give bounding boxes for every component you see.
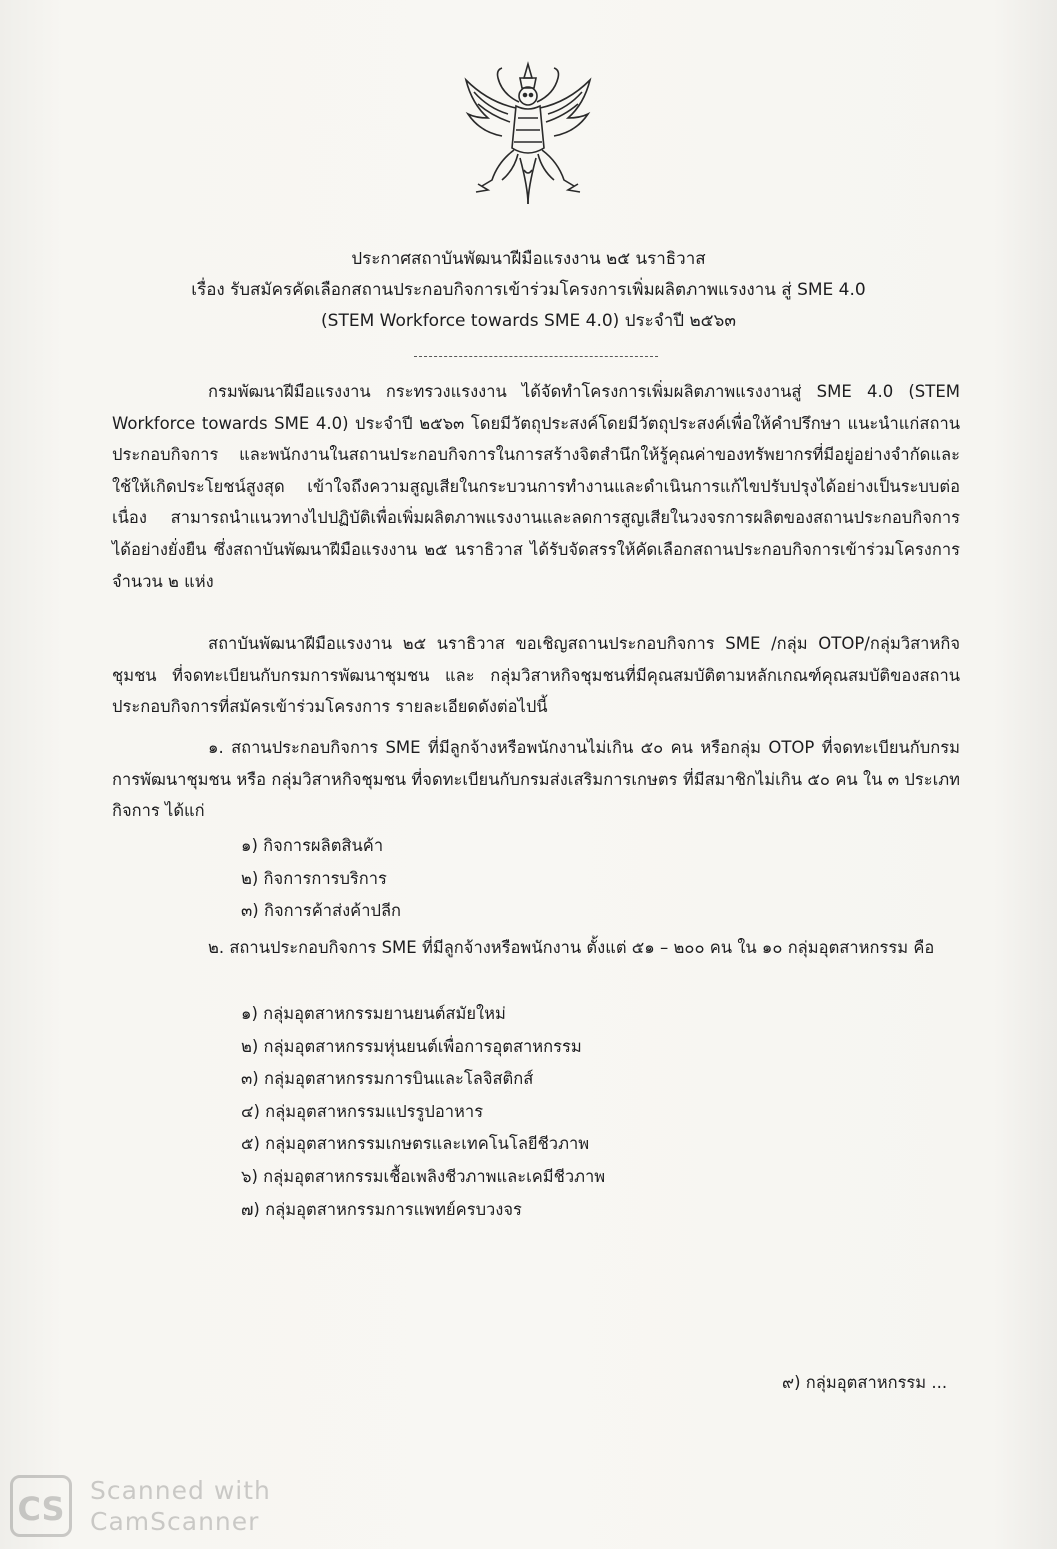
camscanner-watermark xyxy=(10,1475,310,1541)
list-item: ๒) กลุ่มอุตสาหกรรมหุ่นยนต์เพื่อการอุตสาหกรรม xyxy=(241,1036,582,1056)
criteria-item-2-text: ๒. สถานประกอบกิจการ SME ที่มีลูกจ้างหรือพนักงาน ตั้งแต่ ๕๑ – ๒๐๐ คน ใน ๑๐ กลุ่มอุตสาหกรรม คือ xyxy=(208,938,935,957)
garuda-emblem xyxy=(458,58,598,208)
heading-divider xyxy=(414,356,658,357)
industry-group-list xyxy=(241,998,605,1226)
announcement-heading xyxy=(0,244,1057,337)
heading-line-2: เรื่อง รับสมัครคัดเลือกสถานประกอบกิจการเข้าร่วมโครงการเพิ่มผลิตภาพแรงงาน สู่ SME 4.0 xyxy=(191,280,866,300)
continued-on-next-page: ๙) กลุ่มอุตสาหกรรม ... xyxy=(782,1373,948,1392)
invitation-text: สถาบันพัฒนาฝีมือแรงงาน ๒๕ นราธิวาส ขอเชิญสถานประกอบกิจการ SME /กลุ่ม OTOP/กลุ่มวิสาหกิจชุมชน ที่จดทะเบียนกับกรมการพัฒนาชุมชน และ กลุ่มวิสาหกิจชุมชนที่มีคุณสมบัติตามหลักเกณฑ์คุณสมบัติของสถานประกอบกิจการที่สมัครเข้าร่วมโครงการ รายละเอียดดังต่อไปนี้ xyxy=(112,634,960,717)
intro-paragraph xyxy=(112,376,960,597)
camscanner-logo-icon: CS xyxy=(10,1475,72,1537)
camscanner-text xyxy=(90,1475,271,1537)
list-item: ๖) กลุ่มอุตสาหกรรมเชื้อเพลิงชีวภาพและเคมีชีวภาพ xyxy=(241,1166,606,1186)
list-item: ๓) กลุ่มอุตสาหกรรมการบินและโลจิสติกส์ xyxy=(241,1069,534,1089)
criteria-item-1 xyxy=(112,732,960,827)
criteria-item-2 xyxy=(112,932,960,964)
heading-line-1: ประกาศสถาบันพัฒนาฝีมือแรงงาน ๒๕ นราธิวาส xyxy=(351,249,706,269)
invitation-paragraph xyxy=(112,628,960,723)
watermark-line-2: CamScanner xyxy=(90,1507,260,1536)
list-item: ๑) กลุ่มอุตสาหกรรมยานยนต์สมัยใหม่ xyxy=(241,1004,506,1023)
list-item: ๔) กลุ่มอุตสาหกรรมแปรรูปอาหาร xyxy=(241,1101,484,1121)
list-item: ๕) กลุ่มอุตสาหกรรมเกษตรและเทคโนโลยีชีวภาพ xyxy=(241,1134,590,1154)
business-type-list xyxy=(241,830,401,928)
heading-line-3: (STEM Workforce towards SME 4.0) ประจำปี ๒๕๖๓ xyxy=(321,311,736,331)
intro-text: กรมพัฒนาฝีมือแรงงาน กระทรวงแรงงาน ได้จัดทำโครงการเพิ่มผลิตภาพแรงงานสู่ SME 4.0 (STEM Workforce towards SME 4.0) ประจำปี ๒๕๖๓ โดยมีวัตถุประสงค์โดยมีวัตถุประสงค์เพื่อให้คำปรึกษา แนะนำแก่สถานประกอบกิจการ และพนักงานในสถานประกอบกิจการในการสร้างจิตสำนึกให้รู้คุณค่าของทรัพยากรที่มีอยู่อย่างจำกัดและใช้ให้เกิดประโยชน์สูงสุด เข้าใจถึงความสูญเสียในกระบวนการทำงานและดำเนินการแก้ไขปรับปรุงได้อย่างเป็นระบบต่อเนื่อง สามารถนำแนวทางไปปฏิบัติเพื่อเพิ่มผลิตภาพแรงงานและลดการสูญเสียในวงจรการผลิตของสถานประกอบกิจการได้อย่างยั่งยืน ซึ่งสถาบันพัฒนาฝีมือแรงงาน ๒๕ นราธิวาส ได้รับจัดสรรให้คัดเลือกสถานประกอบกิจการเข้าร่วมโครงการ จำนวน ๒ แห่ง xyxy=(112,382,960,591)
list-item: ๑) กิจการผลิตสินค้า xyxy=(241,836,384,855)
list-item: ๗) กลุ่มอุตสาหกรรมการแพทย์ครบวงจร xyxy=(241,1199,522,1219)
criteria-item-1-text: ๑. สถานประกอบกิจการ SME ที่มีลูกจ้างหรือพนักงานไม่เกิน ๕๐ คน หรือกลุ่ม OTOP ที่จดทะเบียนกับกรมการพัฒนาชุมชน หรือ กลุ่มวิสาหกิจชุมชน ที่จดทะเบียนกับกรมส่งเสริมการเกษตร ที่มีสมาชิกไม่เกิน ๕๐ คน ใน ๓ ประเภทกิจการ ได้แก่ xyxy=(112,738,960,821)
list-item: ๓) กิจการค้าส่งค้าปลีก xyxy=(241,901,402,921)
watermark-line-1: Scanned with xyxy=(90,1476,271,1505)
list-item: ๒) กิจการการบริการ xyxy=(241,868,387,888)
